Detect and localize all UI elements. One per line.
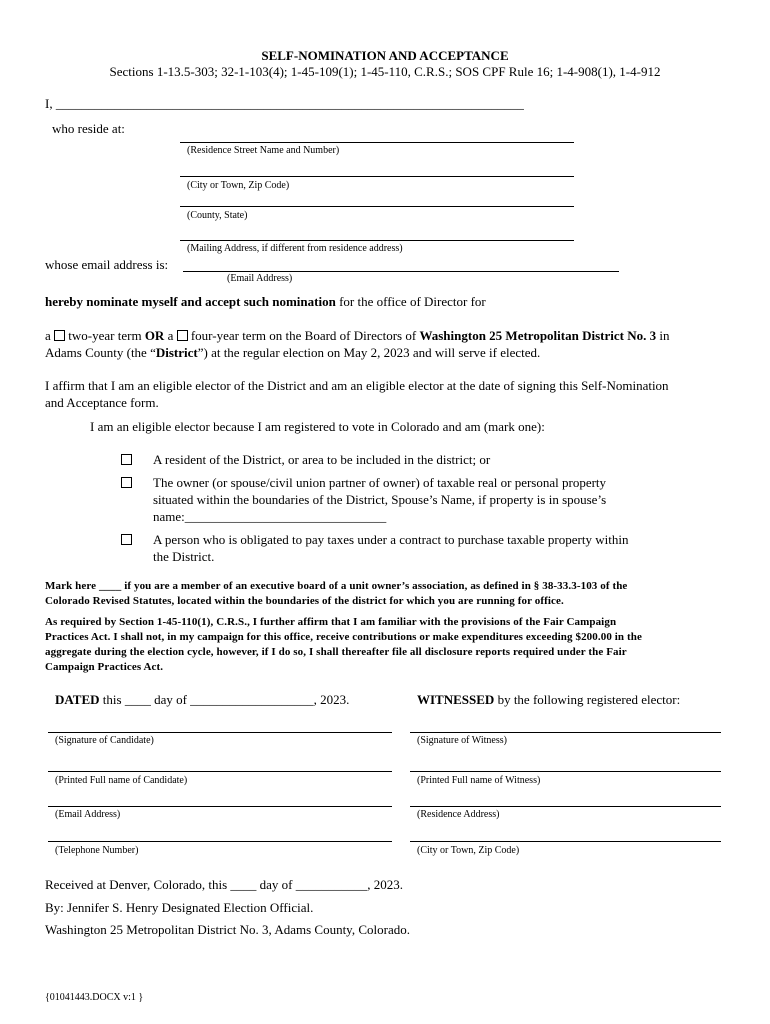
witness-address-line[interactable]: [410, 806, 721, 807]
candidate-phone-caption: (Telephone Number): [55, 845, 139, 856]
nomination-rest: for the office of Director for: [335, 294, 486, 309]
fair-campaign-line-2: Practices Act. I shall not, in my campaign for this office, receive contributions or make expenditures exceeding $200.00 in the: [45, 631, 642, 643]
residence-street-caption: (Residence Street Name and Number): [187, 145, 340, 156]
four-year-term-checkbox[interactable]: [177, 330, 188, 341]
spouse-name-field[interactable]: name:_______________________________: [153, 509, 387, 524]
witness-city-line[interactable]: [410, 841, 721, 842]
term-or: OR: [144, 328, 165, 343]
witnessed-line: [417, 692, 680, 708]
option-resident: [153, 451, 490, 468]
term-line2-a: Adams County (the “: [45, 345, 156, 360]
candidate-name-field[interactable]: I, ________________________________________________________________________: [45, 96, 524, 111]
option-taxpayer-line-2: the District.: [153, 549, 215, 564]
owner-checkbox[interactable]: [121, 477, 132, 488]
option-resident-line-1: A resident of the District, or area to be included in the district; or: [153, 452, 491, 467]
option-owner-line-2: situated within the boundaries of the District, Spouse’s Name, if property is in spouse’s: [153, 492, 607, 507]
candidate-email-caption: (Email Address): [55, 809, 121, 820]
dated-rest: this ____ day of ___________________, 2023.: [99, 692, 350, 707]
district-county-line: Washington 25 Metropolitan District No. 3, Adams County, Colorado.: [45, 922, 410, 937]
two-year-term-checkbox[interactable]: [54, 330, 65, 341]
fair-campaign-line-1: As required by Section 1-45-110(1), C.R.S., I further affirm that I am familiar with the provisions of the Fair Campaign: [45, 616, 617, 628]
county-state-line[interactable]: [180, 206, 574, 207]
dated-bold: DATED: [55, 692, 100, 707]
county-state-caption: (County, State): [187, 210, 248, 221]
witness-printed-name-caption: (Printed Full name of Witness): [417, 775, 541, 786]
email-line[interactable]: [183, 271, 619, 272]
statute-references: Sections 1-13.5-303; 32-1-103(4); 1-45-109(1); 1-45-110, C.R.S.; SOS CPF Rule 16; 1-4-908(1), 1-4-912: [109, 64, 661, 79]
affirm-line-2: and Acceptance form.: [45, 395, 159, 410]
two-year-term-label: two-year term: [68, 328, 142, 343]
option-owner: [153, 474, 606, 525]
election-official-line: By: Jennifer S. Henry Designated Election Official.: [45, 900, 314, 915]
city-zip-line[interactable]: [180, 176, 574, 177]
registered-statement: I am an eligible elector because I am registered to vote in Colorado and am (mark one):: [90, 419, 545, 434]
district-name: Washington 25 Metropolitan District No. 3: [419, 328, 657, 343]
term-line-1: [45, 328, 669, 344]
witness-city-caption: (City or Town, Zip Code): [417, 845, 520, 856]
email-caption: (Email Address): [227, 273, 293, 284]
option-taxpayer-line-1: A person who is obligated to pay taxes under a contract to purchase taxable property within: [153, 532, 629, 547]
mark-here-line-2: Colorado Revised Statutes, located within the boundaries of the district for which you are running for office.: [45, 595, 564, 607]
four-year-term-label: four-year term on the Board of Directors of: [190, 328, 417, 343]
fair-campaign-line-3: aggregate during the election cycle, however, if I do so, I shall thereafter file all disclosure reports required under the Fair: [45, 646, 627, 658]
term-a1: a: [45, 328, 51, 343]
option-owner-line-1: The owner (or spouse/civil union partner of owner) of taxable real or personal property: [153, 475, 607, 490]
mailing-address-caption: (Mailing Address, if different from residence address): [187, 243, 403, 254]
term-a2: a: [167, 328, 174, 343]
term-in: in: [659, 328, 670, 343]
witness-signature-line[interactable]: [410, 732, 721, 733]
document-id-footer: {01041443.DOCX v:1 }: [45, 992, 144, 1003]
city-zip-caption: (City or Town, Zip Code): [187, 180, 290, 191]
email-label: whose email address is:: [45, 257, 169, 272]
dated-line[interactable]: [55, 692, 349, 708]
residence-street-line[interactable]: [180, 142, 574, 143]
witnessed-rest: by the following registered elector:: [494, 692, 681, 707]
witnessed-bold: WITNESSED: [417, 692, 495, 707]
district-word: District: [155, 345, 198, 360]
nomination-bold: hereby nominate myself and accept such nomination: [45, 294, 336, 309]
taxpayer-checkbox[interactable]: [121, 534, 132, 545]
candidate-email-line[interactable]: [48, 806, 392, 807]
option-taxpayer: [153, 531, 628, 565]
fair-campaign-paragraph: [45, 615, 642, 675]
candidate-phone-line[interactable]: [48, 841, 392, 842]
resident-checkbox[interactable]: [121, 454, 132, 465]
mark-here-line-1: Mark here ____ if you are a member of an executive board of a unit owner’s association, as defined in § 38-33.3-103 of the: [45, 580, 628, 592]
candidate-signature-line[interactable]: [48, 732, 392, 733]
term-line2-b: ”) at the regular election on May 2, 2023 and will serve if elected.: [197, 345, 541, 360]
candidate-signature-caption: (Signature of Candidate): [55, 735, 154, 746]
mailing-address-line[interactable]: [180, 240, 574, 241]
affirm-line-1: I affirm that I am an eligible elector of the District and am an eligible elector at the date of signing this Self-Nomination: [45, 378, 669, 393]
witness-residence-caption: (Residence Address): [417, 809, 500, 820]
page-title: SELF-NOMINATION AND ACCEPTANCE: [261, 48, 509, 63]
witness-signature-caption: (Signature of Witness): [417, 735, 507, 746]
witness-name-line[interactable]: [410, 771, 721, 772]
candidate-printed-name-caption: (Printed Full name of Candidate): [55, 775, 188, 786]
fair-campaign-line-4: Campaign Practices Act.: [45, 661, 164, 673]
nomination-statement: [45, 294, 486, 310]
received-line: Received at Denver, Colorado, this ____ day of ___________, 2023.: [45, 877, 403, 892]
reside-label: who reside at:: [52, 121, 125, 136]
candidate-name-line[interactable]: [48, 771, 392, 772]
mark-here-paragraph: [45, 579, 627, 609]
term-line-2: [45, 345, 540, 361]
